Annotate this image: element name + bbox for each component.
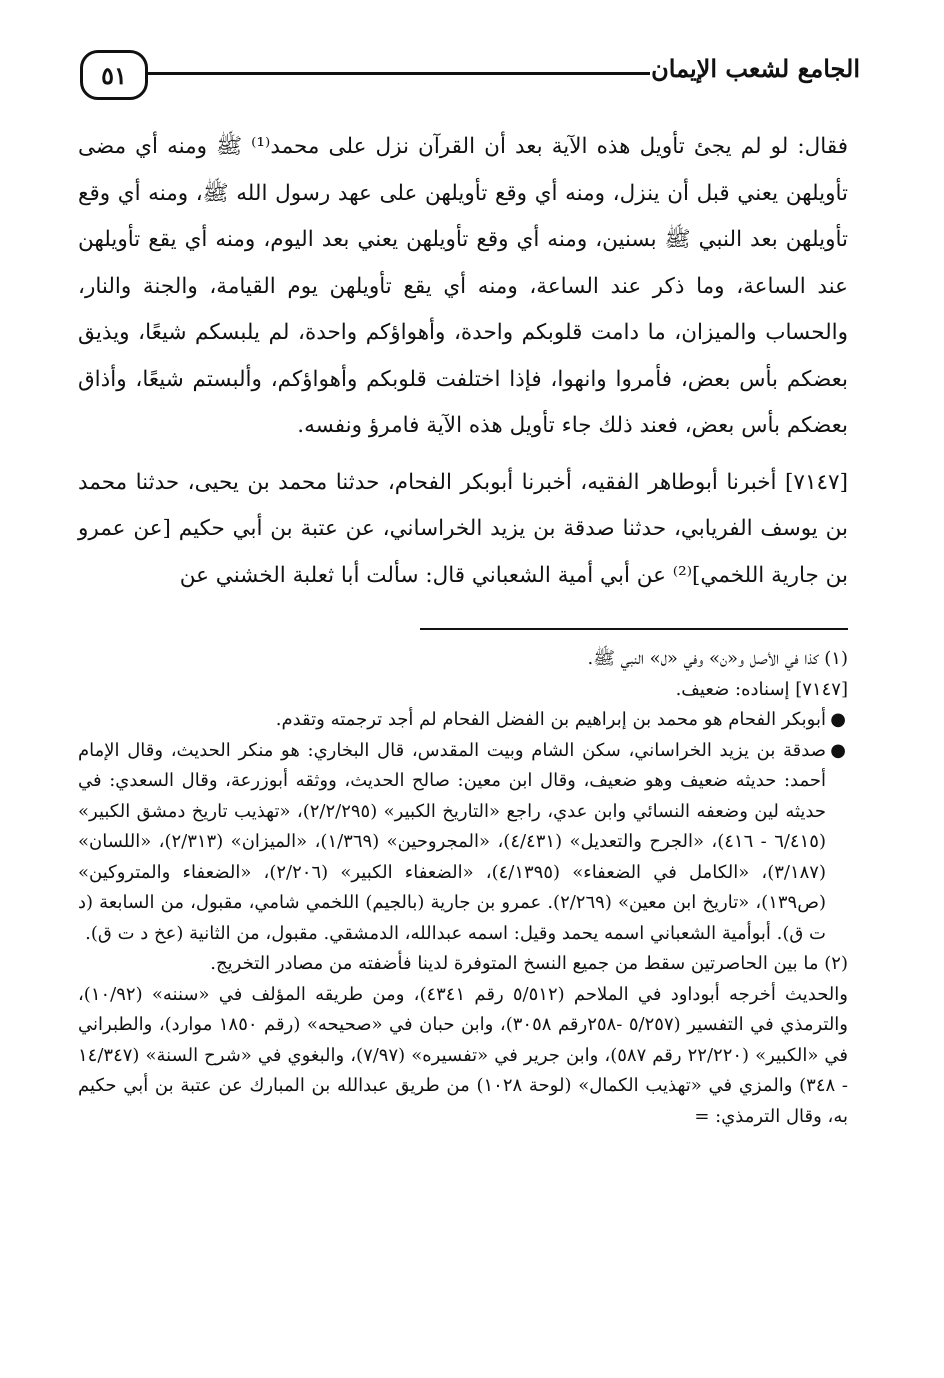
narrator-note-text: أبوبكر الفحام هو محمد بن إبراهيم بن الفضل الفحام لم أجد ترجمته وتقدم. bbox=[275, 709, 826, 730]
footnote-separator bbox=[420, 628, 848, 630]
main-text bbox=[78, 124, 848, 599]
paragraph-hadith-commentary: فقال: لو لم يجئ تأويل هذه الآية بعد أن القرآن نزل على محمد⁽¹⁾ ﷺ ومنه أي مضى تأويلهن يعني قبل أن ينزل، ومنه أي وقع تأويلهن على عهد رسول الله ﷺ، ومنه أي وقع تأويلهن بعد النبي ﷺ بسنين، ومنه أي وقع تأويلهن يعني بعد اليوم، ومنه أي يقع تأويلهن عند الساعة، وما ذكر عند الساعة، ومنه أي يقع تأويلهن يوم القيامة، والجنة والنار، والحساب والميزان، ما دامت قلوبكم واحدة، وأهواؤكم واحدة، لم يلبسكم شيعًا، ويذيق بعضكم بأس بعض، فأمروا وانهوا، فإذا اختلفت قلوبكم وأهواؤكم، وألبستم شيعًا، وأذاق بعضكم بأس بعض، فعند ذلك جاء تأويل هذه الآية فامرؤ ونفسه. bbox=[78, 134, 849, 438]
footnote-2: (٢) ما بين الحاصرتين سقط من جميع النسخ المتوفرة لدينا فأضفته من مصادر التخريج. bbox=[210, 953, 848, 974]
bullet-icon: ● bbox=[830, 739, 846, 761]
page-header bbox=[70, 44, 860, 108]
footnote-1: (١) كذا في الأصل و«ن» وفي «ل» النبي ﷺ. bbox=[587, 648, 848, 669]
bullet-icon: ● bbox=[830, 709, 846, 730]
paragraph-hadith-7147: [٧١٤٧] أخبرنا أبوطاهر الفقيه، أخبرنا أبوبكر الفحام، حدثنا محمد بن يحيى، حدثنا محمد بن يوسف الفريابي، حدثنا صدقة بن يزيد الخراساني، عن عتبة بن أبي حكيم [عن عمرو بن جارية اللخمي]⁽²⁾ عن أبي أمية الشعباني قال: سألت أبا ثعلبة الخشني عن bbox=[78, 469, 848, 588]
header-rule bbox=[146, 72, 650, 75]
narrator-notes bbox=[78, 705, 848, 949]
running-title: الجامع لشعب الإيمان bbox=[651, 54, 860, 83]
narrator-note bbox=[78, 705, 848, 736]
footnotes bbox=[78, 644, 848, 1132]
narrator-note-text: صدقة بن يزيد الخراساني، سكن الشام وبيت المقدس، قال البخاري: هو منكر الحديث، وقال الإمام أحمد: حديثه ضعيف وهو ضعيف، وقال ابن معين: صالح الحديث، ووثقه أبوزرعة، وقال السعدي: في حديثه لين وضعفه النسائي وابن عدي، راجع «التاريخ الكبير» (٢/٢/٢٩٥)، «تهذيب تاريخ دمشق الكبير» (٦/٤١٥ - ٤١٦)، «الجرح والتعديل» (٤/٤٣١)، «المجروحين» (١/٣٦٩)، «الميزان» (٢/٣١٣)، «اللسان» (٣/١٨٧)، «الكامل في الضعفاء» (٤/١٣٩٥)، «الضعفاء الكبير» (٢/٢٠٦)، «الضعفاء والمتروكين» (ص١٣٩)، «تاريخ ابن معين» (٢/٢٦٩). عمرو بن جارية (بالجيم) اللخمي شامي، مقبول، من السابعة (د ت ق). أبوأمية الشعباني اسمه يحمد وقيل: اسمه عبدالله، الدمشقي. مقبول، من الثانية (عخ د ت ق). bbox=[78, 739, 826, 944]
page-number: ٥١ bbox=[80, 50, 148, 100]
takhrij-text: والحديث أخرجه أبوداود في الملاحم (٥/٥١٢ رقم ٤٣٤١)، ومن طريقه المؤلف في «سننه» (١٠/٩٢)، والترمذي في التفسير (٥/٢٥٧ -٢٥٨رقم ٣٠٥٨)، وابن حبان في «صحيحه» (رقم ١٨٥٠ موارد)، والطبراني في «الكبير» (٢٢/٢٢٠ رقم ٥٨٧)، وابن جرير في «تفسيره» (٧/٩٧)، والبغوي في «شرح السنة» (١٤/٣٤٧ - ٣٤٨) والمزي في «تهذيب الكمال» (لوحة ١٠٢٨) من طريق عبدالله بن المبارك عن عتبة بن أبي حكيم به، وقال الترمذي: = bbox=[78, 983, 849, 1127]
narrator-note bbox=[78, 736, 848, 950]
isnad-grade: [٧١٤٧] إسناده: ضعيف. bbox=[675, 678, 848, 700]
